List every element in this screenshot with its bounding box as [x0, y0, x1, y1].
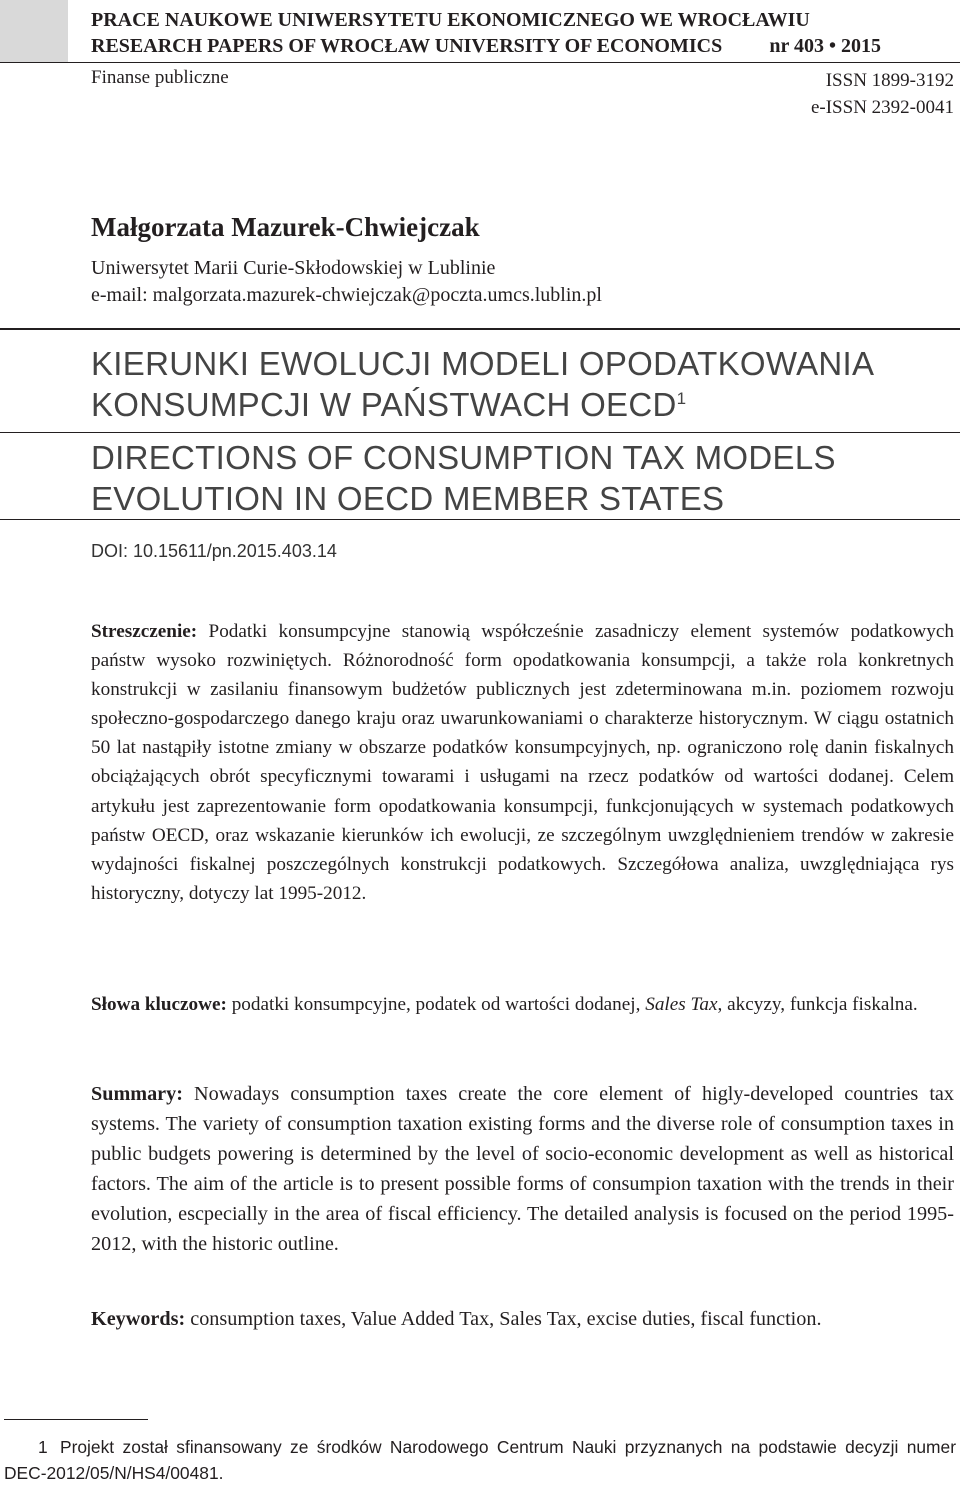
author-affiliation: Uniwersytet Marii Curie-Skłodowskiej w Lublinie: [91, 257, 496, 279]
e-issn: e-ISSN 2392-0041: [810, 97, 954, 118]
title-pl-line2: KONSUMPCJI W PAŃSTWACH OECD$^1$: [91, 386, 687, 423]
issue-number: nr 403 • 2015: [769, 35, 881, 57]
author-name: Małgorzata Mazurek-Chwiejczak: [91, 212, 480, 242]
issn: ISSN 1899-3192: [825, 70, 954, 91]
title-en: [91, 437, 836, 519]
journal-name-pl: PRACE NAUKOWE UNIWERSYTETU EKONOMICZNEGO WE WROCŁAWIU: [91, 9, 810, 31]
issn-block: [811, 67, 954, 121]
journal-header: [91, 7, 881, 59]
header-gray-block: [0, 0, 68, 62]
keywords-en-text: consumption taxes, Value Added Tax, Sales Tax, excise duties, fiscal function.: [185, 1308, 822, 1330]
abstract-en: [91, 1079, 954, 1259]
abstract-pl: [91, 617, 954, 908]
abstract-pl-text: Podatki konsumpcyjne stanowią współcześnie zasadniczy element systemów podatkowych państw wysoko rozwiniętych. Różnorodność form opodatkowania konsumpcji, a także rola konkretnych konstrukcji w zasilaniu finansowym budżetów publicznych jest zdeterminowana m.in. poziomem rozwoju społeczno-gospodarczego danego kraju oraz uwarunkowaniami o charakterze historycznym. W ciągu ostatnich 50 lat nastąpiły istotne zmiany w obszarze podatków konsumpcyjnych, np. ograniczono rolę danin fiskalnych obciążających obrót specyficznymi towarami i usługami na rzecz podatków od wartości dodanej. Celem artykułu jest zaprezentowanie form opodatkowania konsumpcji, funkcjonujących w systemach podatkowych państw OECD, oraz wskazanie kierunków ich ewolucji, ze szczególnym uwzględnieniem trendów w zakresie wydajności fiskalnej poszczególnych konstrukcji podatkowych. Szczegółowa analiza, uwzględniająca rys historyczny, dotyczy lat 1995-2012.: [91, 621, 954, 904]
doi: DOI: 10.15611/pn.2015.403.14: [91, 541, 337, 561]
title-pl: [91, 343, 874, 425]
author-email: e-mail: malgorzata.mazurek-chwiejczak@poczta.umcs.lublin.pl: [91, 284, 602, 306]
header-rule: [0, 62, 960, 63]
keywords-pl-italic: Sales Tax: [645, 994, 718, 1015]
footnote-mark: 1: [38, 1437, 48, 1457]
title-en-line1: DIRECTIONS OF CONSUMPTION TAX MODELS: [91, 439, 836, 476]
author-affiliation-block: [91, 255, 602, 309]
abstract-en-text: Nowadays consumption taxes create the core element of higly-developed countries tax systems. The variety of consumption taxation existing forms and the diverse role of consumption taxes in public budgets powering is determined by the level of socio-economic development as well as historical factors. The aim of the article is to present possible forms of consumpion taxation with the trends in their evolution, escpecially in the area of fiscal efficiency. The detailed analysis is focused on the period 1995-2012, with the historic outline.: [91, 1083, 954, 1255]
footnote: [4, 1434, 956, 1486]
footnote-rule: [4, 1419, 148, 1420]
title-pl-line1: KIERUNKI EWOLUCJI MODELI OPODATKOWANIA: [91, 345, 875, 382]
footnote-text: Projekt został sfinansowany ze środków Narodowego Centrum Nauki przyznanych na podstawie decyzji numer DEC-2012/05/N/HS4/00481.: [4, 1437, 956, 1483]
title-bottom-rule: [0, 519, 960, 520]
title-middle-rule: [0, 432, 960, 433]
keywords-en: [91, 1304, 954, 1334]
keywords-pl: Słowa kluczowe: podatki konsumpcyjne, podatek od wartości dodanej, Sales Tax, akcyzy, funkcja fiskalna.: [91, 994, 918, 1015]
section-name: Finanse publiczne: [91, 67, 229, 88]
journal-name-en: RESEARCH PAPERS OF WROCŁAW UNIVERSITY OF ECONOMICS: [91, 35, 723, 57]
abstract-en-label: Summary:: [91, 1083, 183, 1105]
title-en-line2: EVOLUTION IN OECD MEMBER STATES: [91, 480, 725, 517]
keywords-en-label: Keywords:: [91, 1308, 186, 1330]
keywords-pl-label: Słowa kluczowe:: [91, 994, 227, 1015]
title-footnote-mark: 1: [676, 389, 687, 408]
title-top-rule: [0, 328, 960, 330]
abstract-pl-label: Streszczenie:: [91, 621, 198, 642]
